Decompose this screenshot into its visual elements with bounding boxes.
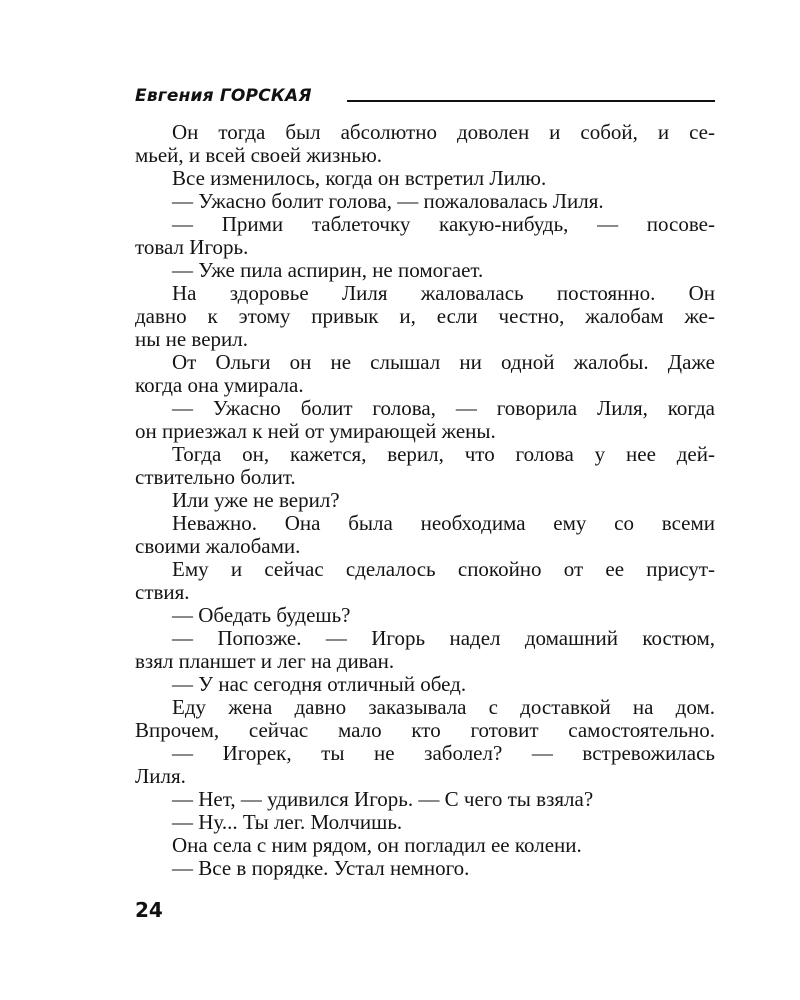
text-line: — Ужасно болит голова, — говорила Лиля, когда [172, 397, 715, 420]
text-line: — Ужасно болит голова, — пожаловалась Лиля. [172, 190, 604, 213]
text-line: ствительно болит. [135, 466, 296, 489]
text-line: ны не верил. [135, 328, 248, 351]
text-line: — Нет, — удивился Игорь. — С чего ты взяла? [172, 788, 594, 811]
text-line: — Уже пила аспирин, не помогает. [172, 259, 484, 282]
body-text [135, 121, 715, 880]
header-rule [347, 100, 715, 102]
text-line: мьей, и всей своей жизнью. [135, 144, 383, 167]
text-line: давно к этому привык и, если честно, жалобам же- [135, 305, 715, 328]
text-line: Он тогда был абсолютно доволен и собой, и се- [172, 121, 715, 144]
text-line: Все изменилось, когда он встретил Лилю. [172, 167, 547, 190]
text-line: Еду жена давно заказывала с доставкой на дом. [172, 696, 715, 719]
text-line: — Попозже. — Игорь надел домашний костюм, [172, 627, 715, 650]
text-line: Ему и сейчас сделалось спокойно от ее присут- [172, 558, 715, 581]
text-line: — Прими таблеточку какую-нибудь, — посове- [172, 213, 715, 236]
text-line: Впрочем, сейчас мало кто готовит самостоятельно. [135, 719, 715, 742]
text-line: ствия. [135, 581, 190, 604]
page-number: 24 [135, 898, 163, 922]
text-line: своими жалобами. [135, 535, 301, 558]
text-line: товал Игорь. [135, 236, 249, 259]
running-header [135, 86, 715, 108]
text-line: Или уже не верил? [172, 489, 340, 512]
text-line: На здоровье Лиля жаловалась постоянно. Он [172, 282, 715, 305]
text-line: Неважно. Она была необходима ему со всеми [172, 512, 715, 535]
text-line: — Все в порядке. Устал немного. [172, 857, 470, 880]
text-line: он приезжал к ней от умирающей жены. [135, 420, 496, 443]
text-line: — У нас сегодня отличный обед. [172, 673, 467, 696]
text-line: Тогда он, кажется, верил, что голова у нее дей- [172, 443, 715, 466]
author-name: Евгения ГОРСКАЯ [135, 86, 312, 106]
text-line: взял планшет и лег на диван. [135, 650, 395, 673]
text-line: — Обедать будешь? [172, 604, 351, 627]
text-line: — Игорек, ты не заболел? — встревожилась [172, 742, 715, 765]
text-line: Она села с ним рядом, он погладил ее колени. [172, 834, 582, 857]
text-line: Лиля. [135, 765, 186, 788]
text-line: когда она умирала. [135, 374, 304, 397]
text-line: От Ольги он не слышал ни одной жалобы. Даже [172, 351, 715, 374]
text-line: — Ну... Ты лег. Молчишь. [172, 811, 403, 834]
